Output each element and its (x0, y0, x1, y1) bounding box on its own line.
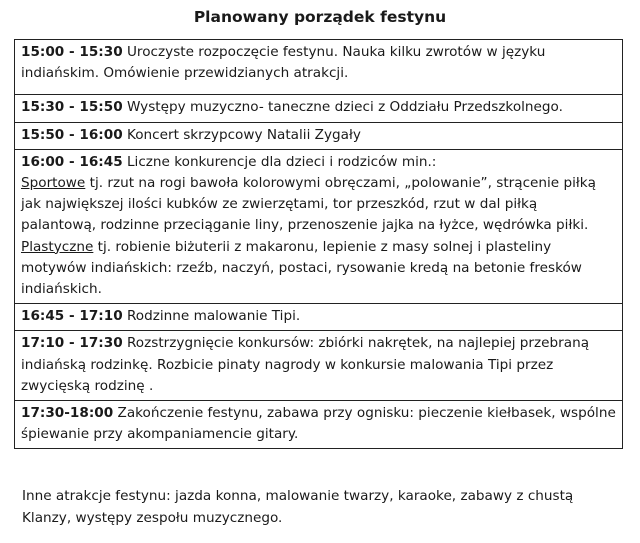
entry-spacer (21, 84, 616, 91)
entry-text: Zakończenie festynu, zabawa przy ognisku: pieczenie kiełbasek, wspólne śpiewanie przy akompaniamencie gitary. (21, 405, 616, 443)
entry-text: Występy muzyczno- taneczne dzieci z Oddziału Przedszkolnego. (122, 99, 563, 116)
art-category-text: tj. robienie biżuterii z makaronu, lepienie z masy solnej i plasteliny motywów indiańskich: rzeźb, naczyń, postaci, rysowanie kredą na betonie fresków indiańskich. (21, 238, 582, 298)
schedule-entry-1500 (15, 40, 622, 94)
entry-text: Rozstrzygnięcie konkursów: zbiórki nakrętek, na najlepiej przebraną indiańską rodzinkę. Rozbicie pinaty nagrody w konkursie malowania Tipi przez zwycięską rodzinę . (21, 335, 590, 394)
schedule-table (14, 39, 623, 449)
schedule-entry-1645 (15, 303, 622, 330)
entry-time: 15:50 - 16:00 (21, 126, 123, 143)
schedule-entry-1600 (15, 149, 622, 303)
entry-text: Koncert skrzypcowy Natalii Zygały (122, 126, 361, 143)
entry-time: 15:30 - 15:50 (21, 99, 123, 116)
entry-time: 17:10 - 17:30 (21, 335, 123, 352)
sport-category-label: Sportowe (21, 175, 86, 192)
art-category-label: Plastyczne (21, 238, 94, 255)
page-title: Planowany porządek festynu (193, 8, 447, 26)
entry-time: 17:30-18:00 (21, 405, 114, 422)
entry-text: Rodzinne malowanie Tipi. (122, 308, 301, 325)
schedule-entry-1550 (15, 122, 622, 149)
schedule-entry-1730 (15, 400, 622, 448)
entry-text: Uroczyste rozpoczęcie festynu. Nauka kilku zwrotów w języku indiańskim. Omówienie przewidzianych atrakcji. (21, 44, 546, 82)
entry-text: Liczne konkurencje dla dzieci i rodziców min.: (122, 153, 437, 170)
sport-category-text: tj. rzut na rogi bawoła kolorowymi obręczami, „polowanie”, strącenie piłką jak największej ilości kubków ze zwierzętami, tor przeszkód, rzut w dal piłką palantową, rodzinne przeciąganie liny, przenoszenie jajka na łyżce, wędrówka piłki. (21, 175, 596, 234)
extra-attractions: Inne atrakcje festynu: jazda konna, malowanie twarzy, karaoke, zabawy z chustą Klanzy, występy zespołu muzycznego. (22, 488, 574, 526)
entry-time: 16:45 - 17:10 (21, 308, 123, 325)
entry-time: 15:00 - 15:30 (21, 44, 123, 60)
schedule-entry-1530 (15, 94, 622, 121)
schedule-entry-1710 (15, 330, 622, 400)
entry-time: 16:00 - 16:45 (21, 153, 123, 170)
